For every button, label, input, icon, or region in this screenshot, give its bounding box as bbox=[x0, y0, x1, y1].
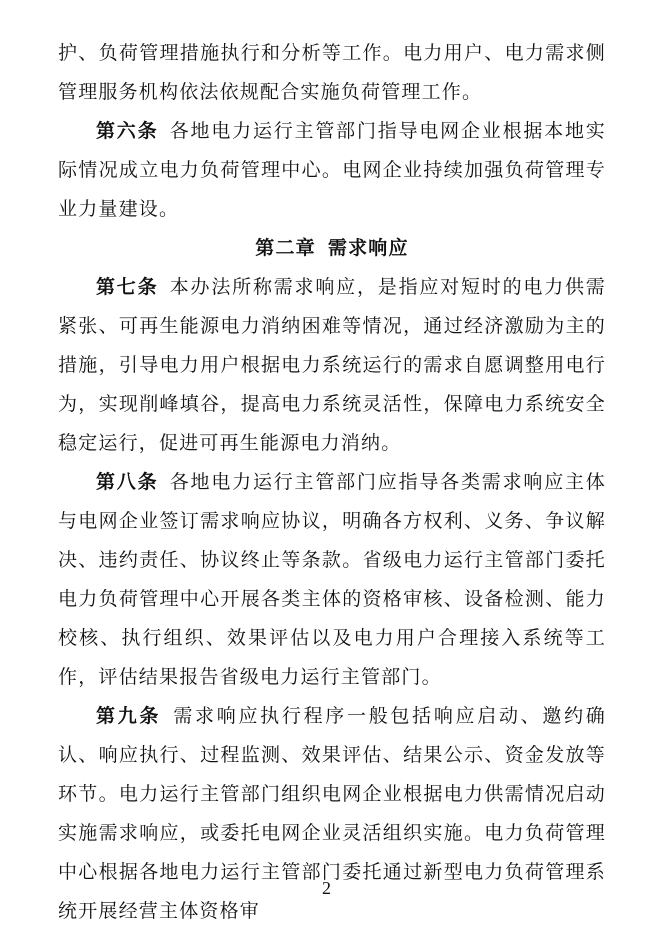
article-7-number: 第七条 bbox=[96, 276, 159, 298]
chapter-number: 第二章 bbox=[255, 237, 316, 259]
page-number: 2 bbox=[322, 878, 331, 898]
article-9-text: 需求响应执行程序一般包括响应启动、邀约确认、响应执行、过程监测、效果评估、结果公示、资金发放等环节。电力运行主管部门组织电网企业根据电力供需情况启动实施需求响应，或委托电网企业灵活组织实施。电力负荷管理中心根据各地电力运行主管部门委托通过新型电力负荷管理系统开展经营主体资格审 bbox=[58, 705, 606, 922]
document-body bbox=[58, 34, 606, 931]
chapter-heading bbox=[58, 229, 606, 268]
continuation-paragraph bbox=[58, 34, 606, 112]
article-7-text: 本办法所称需求响应，是指应对短时的电力供需紧张、可再生能源电力消纳困难等情况，通过经济激励为主的措施，引导电力用户根据电力系统运行的需求自愿调整用电行为，实现削峰填谷，提高电力系统灵活性，保障电力系统安全稳定运行，促进可再生能源电力消纳。 bbox=[58, 276, 607, 454]
article-8-number: 第八条 bbox=[96, 471, 159, 493]
article-6-number: 第六条 bbox=[96, 120, 159, 142]
article-8-text: 各地电力运行主管部门应指导各类需求响应主体与电网企业签订需求响应协议，明确各方权利、义务、争议解决、违约责任、协议终止等条款。省级电力运行主管部门委托电力负荷管理中心开展各类主体的资格审核、设备检测、能力校核、执行组织、效果评估以及电力用户合理接入系统等工作，评估结果报告省级电力运行主管部门。 bbox=[58, 471, 607, 688]
article-8 bbox=[58, 463, 606, 697]
article-9-number: 第九条 bbox=[96, 705, 162, 727]
article-7 bbox=[58, 268, 606, 463]
chapter-title: 需求响应 bbox=[327, 237, 409, 259]
continuation-text: 护、负荷管理措施执行和分析等工作。电力用户、电力需求侧管理服务机构依法依规配合实施负荷管理工作。 bbox=[58, 42, 606, 103]
article-6-text: 各地电力运行主管部门指导电网企业根据本地实际情况成立电力负荷管理中心。电网企业持续加强负荷管理专业力量建设。 bbox=[58, 120, 607, 220]
article-6 bbox=[58, 112, 606, 229]
